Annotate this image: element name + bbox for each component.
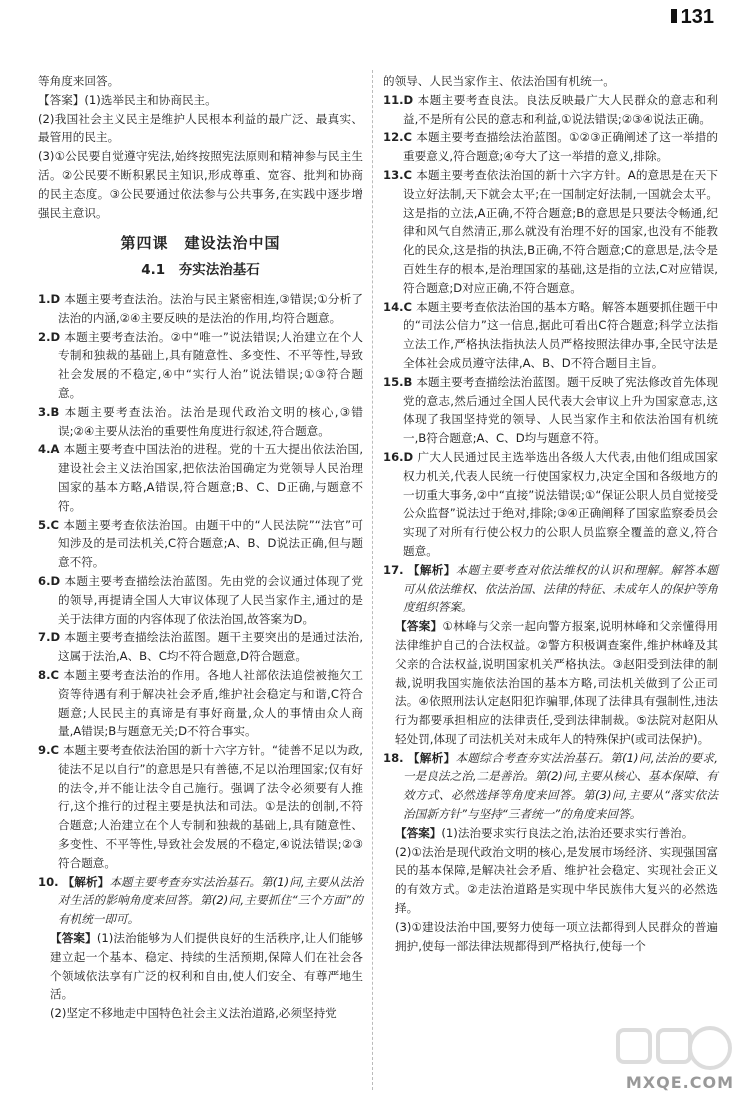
answer-text: (3)①建设法治中国,要努力使每一项立法都得到人民群众的普遍拥护,使每一部法律法规都得到严格执行,使每一个	[395, 919, 718, 953]
answer-block	[38, 929, 363, 1004]
answer-text: (1)法治要求实行良法之治,法治还要求实行善治。	[441, 825, 694, 840]
answer-item	[383, 298, 718, 373]
answer-tag: 【答案】	[395, 825, 442, 840]
answer-tag: 【答案】	[395, 619, 443, 634]
answer-item	[38, 328, 363, 403]
item-text: 本题主要考查依法治国的新十六字方针。“徒善不足以为政,徒法不足以自行”的意思是只有善德,不足以治理国家;仅有好的法令,并不能让法令自己施行。强调了法令必须要有人推行,这个推行的过程主要是执法和司法。①是法的创制,不符合题意;人治建立在个人专制和独裁的基础上,具有随意性、多变性、不平等性,导致社会发展的不稳定,④说法错误;②③符合题意。	[58, 743, 363, 870]
answer-block	[383, 824, 718, 843]
item-number: 18.	[383, 750, 404, 765]
item-number: 7.D	[38, 630, 61, 645]
item-text: 本题主要考查法治的作用。各地人社部依法追偿被拖欠工资等待遇有利于解决社会矛盾,维护社会稳定与和谐,C符合题意;人民民主的真谛是有事好商量,众人的事情由众人商量,A错误;B与题意无关;D不符合事实。	[58, 667, 363, 739]
answer-block	[383, 617, 718, 749]
answer-item	[38, 403, 363, 441]
item-text: 本题主要考查描绘法治蓝图。题干主要突出的是通过法治,这属于法治,A、B、C均不符合题意,D符合题意。	[58, 630, 363, 664]
answer-item	[38, 628, 363, 666]
text-line: 【答案】(1)选举民主和协商民主。	[38, 92, 217, 107]
answer-text: (2)①法治是现代政治文明的核心,是发展市场经济、实现强国富民的基本保障,是解决社会矛盾、维护社会稳定、实现社会正义的有效方式。②走法治道路是实现中华民族伟大复兴的必然选择。	[395, 844, 718, 916]
item-number: 6.D	[38, 573, 61, 588]
answer-text: ①林峰与父亲一起向警方报案,说明林峰和父亲懂得用法律维护自己的合法权益。②警方积极调查案件,维护林峰及其父亲的合法权益,说明国家机关严格执法。③赵阳受到法律的制裁,说明我国实施依法治国的基本方略,司法机关做到了公正司法。④依照刑法认定赵阳犯诈骗罪,体现了法律具有强制性,违法行为都要承担相应的法律责任,受到法律制裁。⑤法院对赵阳从轻处罚,体现了司法机关对未成年人的特殊保护(或司法保护)。	[395, 619, 718, 746]
text-line: 的领导、人民当家作主、依法治国有机统一。	[383, 74, 615, 88]
item-number: 4.A	[38, 442, 60, 457]
item-number: 13.C	[383, 167, 413, 182]
item-text: 广大人民通过民主选举选出各级人大代表,由他们组成国家权力机关,代表人民统一行使国家权力,决定全国和各级地方的一切重大事务,②中“直接”说法错误;①“保证公职人员自觉接受公众监督”说法过于绝对,排除;③④正确阐释了国家监察委员会实现了对所有行使公权力的公职人员监察全覆盖的意义,符合题意。	[403, 449, 718, 558]
analysis-tag: 【解析】	[62, 874, 110, 889]
item-number: 5.C	[38, 517, 59, 532]
item-number: 2.D	[38, 329, 61, 344]
answer-item	[383, 166, 718, 298]
answer-tag: 【答案】	[50, 931, 97, 946]
item-number: 9.C	[38, 743, 59, 758]
item-number: 8.C	[38, 667, 59, 682]
page-number	[671, 6, 714, 29]
answer-text: (1)法治能够为人们提供良好的生活秩序,让人们能够建立起一个基本、稳定、持续的生活预期,保障人们在社会各个领域依法享有广泛的权利和自由,使人们安全、有尊严地生活。	[50, 931, 363, 1002]
item-number: 10.	[38, 874, 59, 889]
answer-item	[38, 741, 363, 873]
item-number: 14.C	[383, 299, 413, 314]
item-text: 本题主要考查良法。良法反映最广大人民群众的意志和利益,不是所有公民的意志和利益,①说法错误;②③④说法正确。	[403, 92, 718, 126]
answer-item-18	[383, 749, 718, 824]
analysis-tag: 【解析】	[407, 562, 456, 577]
item-text: 本题主要考查描绘法治蓝图。先由党的会议通过体现了党的领导,再提请全国人大审议体现了人民当家作主,通过的是关于法律方面的内容体现了依法治国,故答案为D。	[58, 573, 363, 626]
item-text: 本题主要考查法治。②中“唯一”说法错误;人治建立在个人专制和独裁的基础上,具有随意性、多变性、不平等性,导致社会发展的不稳定,④中“实行人治”说法错误;①③符合题意。	[58, 329, 363, 400]
right-column	[383, 72, 718, 955]
page-marker-icon	[671, 9, 677, 23]
item-text: 本题主要考查法治。法治是现代政治文明的核心,③错误;②④主要从法治的重要性角度进行叙述,符合题意。	[58, 404, 363, 438]
answer-item	[38, 572, 363, 628]
item-text: 本题主要考查依法治国的基本方略。解答本题要抓住题干中的“司法公信力”这一信息,据此可看出C符合题意;科学立法指立法工作,严格执法指执法人员严格按照法律办事,全民守法是全体社会成员遵守法律,A、B、D不符合题目主旨。	[403, 299, 718, 370]
left-column	[38, 72, 363, 1023]
answer-item	[38, 666, 363, 741]
item-number: 15.B	[383, 374, 413, 389]
column-divider	[372, 70, 373, 1090]
text-line: 等角度来回答。	[38, 74, 120, 88]
item-text: 本题主要考查依法治国的新十六字方针。A的意思是在天下设立好法制,天下就会太平;在一国制定好法制,一国就会太平。这是指的立法,A正确,不符合题意;B的意思是只要法令畅通,纪律和风气自然清正,那么就没有治理不好的国家,也没有不能教化的民众,这是指的执法,B正确,不符合题意;C的意思是,法令是百姓生存的根本,是治理国家的基础,这是指的立法,C对应错误,符合题意;D对应正确,不符合题意。	[403, 167, 718, 295]
item-text: 本题主要考查法治。法治与民主紧密相连,③错误;①分析了法治的内涵,②④主要反映的是法治的作用,均符合题意。	[58, 291, 363, 325]
watermark-text: MXQE.COM	[625, 1073, 734, 1092]
answer-item-10	[38, 873, 363, 929]
lesson-title: 第四课 建设法治中国	[120, 234, 281, 253]
item-number: 12.C	[383, 130, 413, 145]
answer-item	[383, 448, 718, 561]
answer-item-17	[383, 561, 718, 617]
item-number: 17.	[383, 562, 404, 577]
item-text: 本题主要考查描绘法治蓝图。①②③正确阐述了这一举措的重要意义,符合题意;④夸大了这一举措的意义,排除。	[403, 130, 718, 164]
page-number-text: 131	[680, 6, 714, 28]
text-line: (2)我国社会主义民主是维护人民根本利益的最广泛、最真实、最管用的民主。	[38, 111, 363, 145]
item-number: 1.D	[38, 291, 61, 306]
item-number: 11.D	[383, 92, 414, 107]
analysis-text: 本题综合考查夯实法治基石。第(1)问,法治的要求,一是良法之治,二是善治。第(2)问,主要从核心、基本保障、有效方式、必然选择等角度来回答。第(3)问,主要从“落实依法治国新方针”与坚持“三者统一”的角度来回答。	[403, 750, 718, 822]
section-title: 4.1 夯实法治基石	[141, 262, 260, 279]
answer-item	[383, 128, 718, 166]
item-text: 本题主要考查依法治国。由题干中的“人民法院”“法官”可知涉及的是司法机关,C符合题意;A、B、D说法正确,但与题意不符。	[58, 517, 363, 570]
analysis-tag: 【解析】	[407, 750, 456, 765]
answer-text: (2)坚定不移地走中国特色社会主义法治道路,必须坚持党	[50, 1006, 337, 1021]
item-text: 本题主要考查描绘法治蓝图。题干反映了宪法修改首先体现党的意志,然后通过全国人民代表大会审议上升为国家意志,这体现了我国坚持党的领导、人民当家作主和依法治国有机统一,B符合题意;A、C、D均与题意不符。	[403, 374, 718, 446]
analysis-text: 本题主要考查对依法维权的认识和理解。解答本题可从依法维权、依法治国、法律的特征、未成年人的保护等角度组织答案。	[403, 562, 718, 615]
item-number: 16.D	[383, 449, 414, 464]
item-number: 3.B	[38, 404, 60, 419]
analysis-text: 本题主要考查夯实法治基石。第(1)问,主要从法治对生活的影响角度来回答。第(2)问,主要抓住“三个方面”的有机统一即可。	[58, 874, 363, 927]
item-text: 本题主要考查中国法治的进程。党的十五大提出依法治国,建设社会主义法治国家,把依法治国确定为党领导人民治理国家的基本方略,A错误,符合题意;B、C、D正确,与题意不符。	[58, 442, 363, 513]
text-line: (3)①公民要自觉遵守宪法,始终按照宪法原则和精神参与民主生活。②公民要不断积累民主知识,形成尊重、宽容、批判和协商的民主态度。③公民要通过依法参与公共事务,在实践中逐步增强民主意识。	[38, 149, 363, 220]
answer-item	[383, 91, 718, 129]
answer-item	[38, 440, 363, 515]
answer-item	[38, 290, 363, 328]
answer-item	[383, 373, 718, 448]
answer-item	[38, 516, 363, 572]
